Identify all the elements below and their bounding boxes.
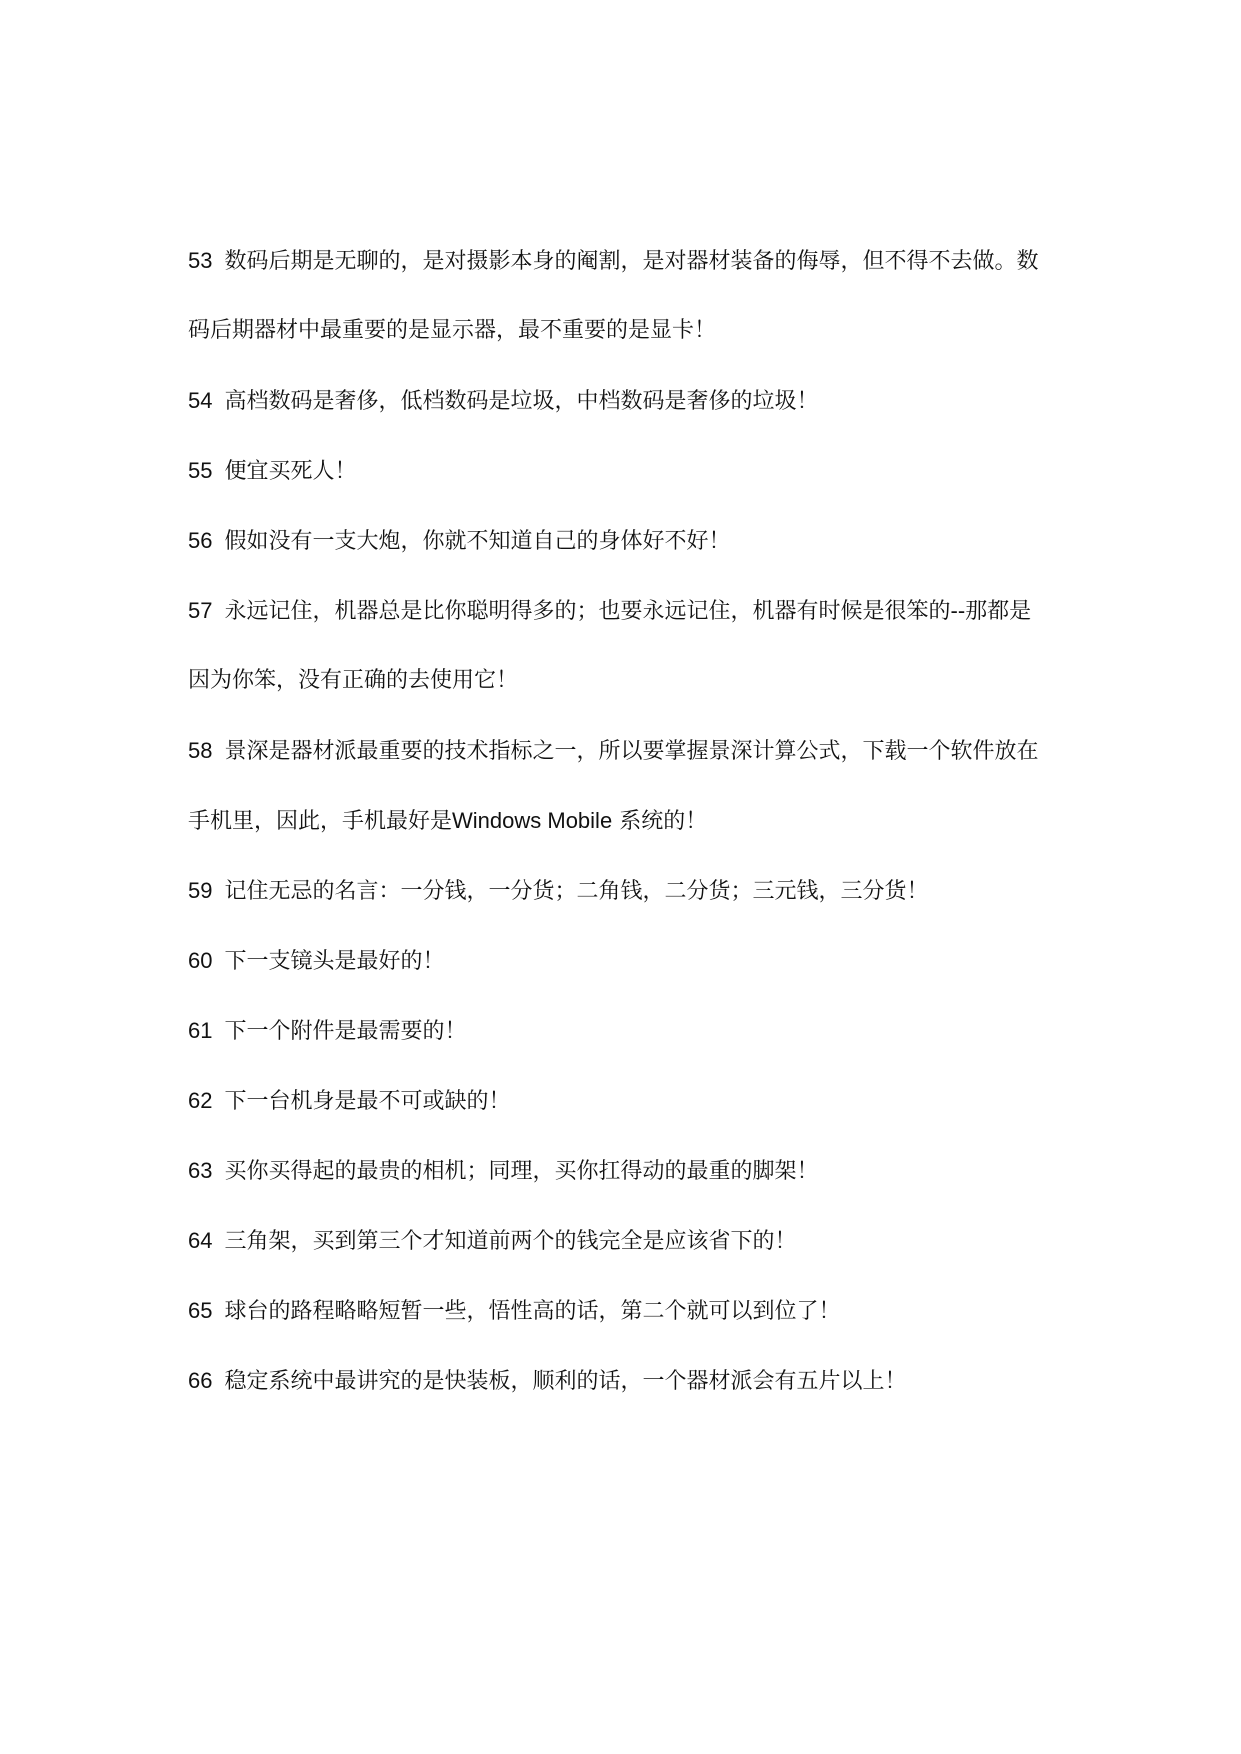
item-text-latin: Windows Mobile (452, 808, 613, 833)
item-number: 60 (188, 948, 213, 973)
item-number: 56 (188, 528, 213, 553)
item-text: 买你买得起的最贵的相机；同理，买你扛得动的最重的脚架！ (224, 1159, 819, 1184)
item-54 (188, 387, 1068, 416)
item-text: 因为你笨，没有正确的去使用它！ (188, 668, 519, 693)
item-57-line-2 (188, 667, 1068, 695)
item-60 (188, 947, 1068, 976)
item-text: 永远记住，机器总是比你聪明得多的；也要永远记住，机器有时候是很笨的 (224, 599, 951, 624)
item-64 (188, 1227, 1068, 1256)
item-number: 61 (188, 1018, 213, 1043)
item-number: 59 (188, 878, 213, 903)
item-55 (188, 457, 1068, 486)
item-text: 手机里，因此，手机最好是 (188, 809, 453, 834)
item-number: 63 (188, 1158, 213, 1183)
item-57-line-1 (188, 597, 1068, 626)
item-65 (188, 1297, 1068, 1326)
item-number: 65 (188, 1298, 213, 1323)
item-text: 记住无忌的名言：一分钱，一分货；二角钱，二分货；三元钱，三分货！ (224, 879, 929, 904)
item-number: 58 (188, 738, 213, 763)
item-59 (188, 877, 1068, 906)
item-text: 下一支镜头是最好的！ (224, 949, 445, 974)
item-66 (188, 1367, 1068, 1396)
item-text: 便宜买死人！ (224, 459, 357, 484)
item-58-line-1 (188, 737, 1068, 766)
item-53-line-2 (188, 317, 1068, 345)
item-text: 高档数码是奢侈，低档数码是垃圾，中档数码是奢侈的垃圾！ (224, 389, 819, 414)
item-text: 数码后期是无聊的，是对摄影本身的阉割，是对器材装备的侮辱，但不得不去做。数 (224, 249, 1039, 274)
item-number: 64 (188, 1228, 213, 1253)
item-56 (188, 527, 1068, 556)
item-text-suffix: --那都是 (950, 598, 1032, 623)
item-number: 54 (188, 388, 213, 413)
item-text: 下一台机身是最不可或缺的！ (224, 1089, 511, 1114)
item-number: 57 (188, 598, 213, 623)
item-text: 码后期器材中最重要的是显示器，最不重要的是显卡！ (188, 318, 717, 343)
item-61 (188, 1017, 1068, 1046)
item-58-line-2 (188, 807, 1068, 836)
item-text: 假如没有一支大炮，你就不知道自己的身体好不好！ (224, 529, 731, 554)
item-number: 53 (188, 248, 213, 273)
item-text: 景深是器材派最重要的技术指标之一，所以要掌握景深计算公式，下载一个软件放在 (224, 739, 1039, 764)
item-text: 下一个附件是最需要的！ (224, 1019, 467, 1044)
item-text: 球台的路程略略短暂一些，悟性高的话，第二个就可以到位了！ (224, 1299, 841, 1324)
item-number: 55 (188, 458, 213, 483)
item-62 (188, 1087, 1068, 1116)
item-number: 62 (188, 1088, 213, 1113)
item-text-suffix: 系统的！ (619, 809, 708, 834)
item-63 (188, 1157, 1068, 1186)
item-text: 三角架，买到第三个才知道前两个的钱完全是应该省下的！ (224, 1229, 797, 1254)
item-text: 稳定系统中最讲究的是快装板，顺利的话，一个器材派会有五片以上！ (224, 1369, 907, 1394)
item-number: 66 (188, 1368, 213, 1393)
item-53-line-1 (188, 247, 1068, 276)
